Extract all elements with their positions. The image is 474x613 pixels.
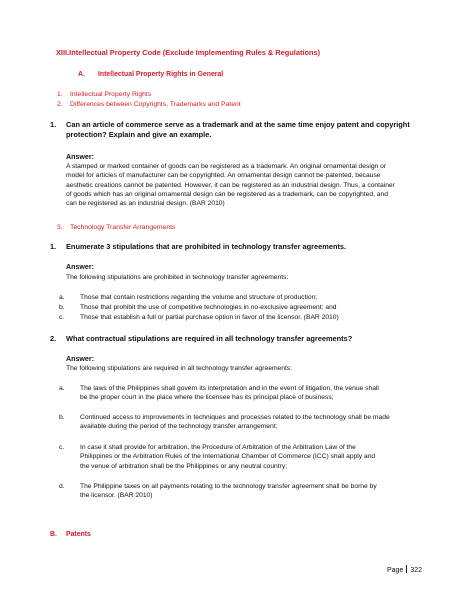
answer-line: can be registered as an industrial design. (BAR 2010) [66, 200, 225, 207]
section-a-letter: A. [78, 71, 85, 78]
list-item [59, 303, 430, 312]
item-letter: c. [59, 444, 65, 451]
item-line: In case it shall provide for arbitration, the Procedure of Arbitration of the Arbitration Law of the [80, 444, 356, 451]
section-a-heading: Intellectual Property Rights in General [98, 71, 224, 78]
topic-differences: Differences between Copyrights, Trademarks and Patent [70, 101, 241, 108]
item-line: available during the period of the technology transfer arrangement; [80, 423, 278, 431]
answer-line: A stamped or marked container of goods can be registered as a trademark. An original ornamental design or [66, 163, 387, 170]
answer-label: Answer: [66, 355, 94, 363]
item-letter: a. [59, 294, 65, 301]
topic-number: 2. [57, 101, 63, 108]
answer-line: model for articles of manufacturer can be copyrighted. An ornamental design cannot be patented, because [66, 172, 381, 180]
list-item [59, 482, 450, 501]
item-letter: b. [59, 304, 65, 311]
item-line: The Philippine taxes on all payments relating to the technology transfer agreement shall be borne by [80, 483, 377, 490]
question-number: 1. [50, 120, 57, 129]
chapter-title: XIII.Intellectual Property Code (Exclude Implementing Rules & Regulations) [56, 48, 321, 57]
answer-label: Answer: [66, 263, 94, 271]
item-letter: a. [59, 385, 65, 392]
question-1 [66, 120, 441, 140]
item-line: Philippines or the Arbitration Rules of the International Chamber of Commerce (ICC) shall apply and [80, 453, 376, 461]
page-footer [387, 565, 422, 575]
item-line: the licensor. (BAR 2010) [80, 492, 153, 500]
topic-intellectual-property-rights: Intellectual Property Rights [70, 91, 152, 98]
answer-line: of goods which has an original ornamental design can be registered as a trademark, can be copyrighted, and [66, 190, 388, 198]
question-required-stipulations: What contractual stipulations are required in all technology transfer agreements? [66, 334, 353, 343]
item-line: the venue of arbitration shall be the Philippines or any neutral country; [80, 462, 288, 470]
section-b-heading: Patents [66, 531, 91, 538]
item-letter: d. [59, 483, 65, 490]
item-text: Those that prohibit the use of competitive technologies in no-exclusive agreement; and [80, 304, 337, 311]
item-line: The laws of the Philippines shall govern its interpretation and in the event of litigation, the venue shall [80, 385, 379, 392]
item-text: Those that contain restrictions regarding the volume and structure of production; [80, 294, 318, 301]
answer-intro: The following stipulations are prohibited in technology transfer agreements: [66, 274, 289, 281]
answer-label: Answer: [66, 153, 94, 161]
question-line: protection? Explain and give an example. [66, 129, 212, 139]
page-number: 322 [410, 567, 422, 574]
footer-divider [406, 565, 407, 573]
question-line: Can an article of commerce serve as a trademark and at the same time enjoy patent and copyright [66, 120, 410, 129]
list-item [59, 413, 450, 432]
answer-intro: The following stipulations are required in all technology transfer agreements: [66, 365, 293, 372]
item-letter: b. [59, 414, 65, 421]
topic-number: 1. [57, 91, 63, 98]
answer-1 [66, 162, 446, 208]
list-item [59, 443, 450, 471]
item-letter: c. [59, 314, 65, 321]
list-item [59, 313, 430, 322]
section-b-letter: B. [50, 531, 57, 538]
question-prohibited-stipulations: Enumerate 3 stipulations that are prohibited in technology transfer agreements. [66, 242, 347, 251]
question-number: 1. [50, 242, 57, 251]
item-line: Continued access to improvements in techniques and processes related to the technology shall be made [80, 414, 390, 421]
list-item [59, 293, 430, 302]
topic-technology-transfer: Technology Transfer Arrangements [70, 224, 176, 231]
item-text: Those that establish a full or partial purchase option in favor of the licensor. (BAR 2010) [80, 314, 339, 321]
question-number: 2. [50, 334, 57, 343]
answer-line: aesthetic creations cannot be patented. However, it can be registered as an industrial design. Thus, a container [66, 181, 395, 189]
page-label: Page [386, 567, 404, 574]
topic-number: 3. [57, 224, 63, 231]
list-item [59, 384, 450, 403]
item-line: be the proper court in the place where the licensee has its principal place of business; [80, 394, 334, 402]
